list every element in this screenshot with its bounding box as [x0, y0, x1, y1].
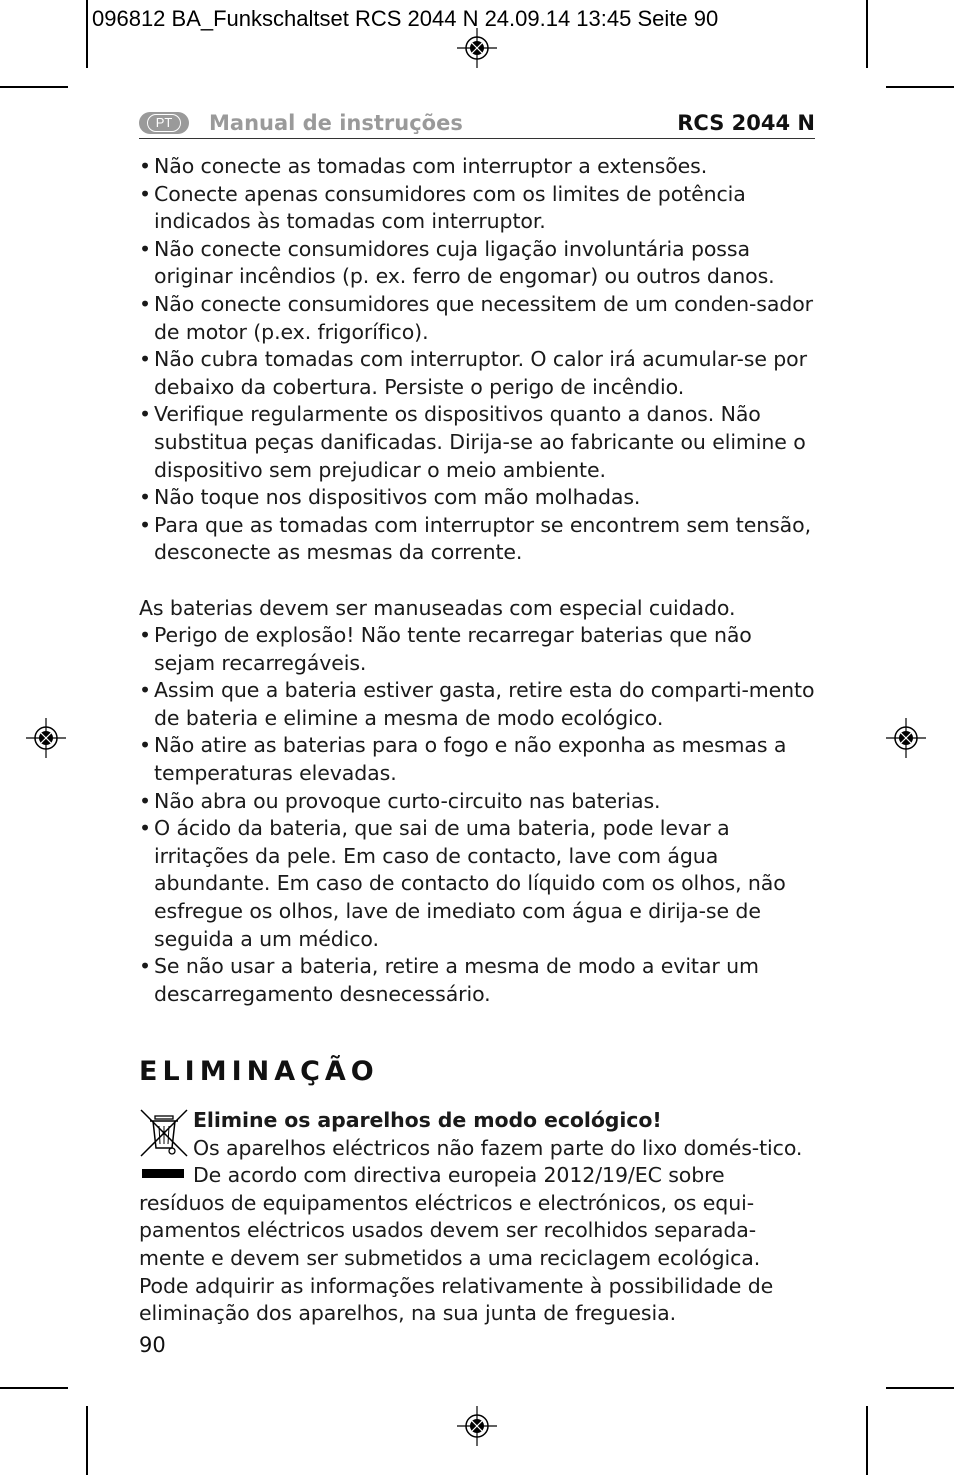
list-item: • O ácido da bateria, que sai de uma bateria, pode levar a irritações da pele. Em caso de contacto, lave com água abundante. Em caso de contacto do líquido com os olhos, não esfregue os olhos, lave de imediato com água e dirija-se de seguida a um médico. [139, 815, 815, 953]
section-title: ELIMINAÇÃO [139, 1056, 379, 1087]
crop-mark [86, 0, 88, 68]
crop-mark [886, 1387, 954, 1389]
crop-mark [866, 0, 868, 68]
language-code: PT [147, 114, 182, 132]
list-item: • Verifique regularmente os dispositivos quanto a danos. Não substitua peças danificadas. Dirija-se ao fabricante ou elimine o dispositivo sem prejudicar o meio ambiente. [139, 401, 815, 484]
list-item: • Não abra ou provoque curto-circuito nas baterias. [139, 788, 815, 816]
list-item: • Não toque nos dispositivos com mão molhadas. [139, 484, 815, 512]
crop-mark [866, 1406, 868, 1475]
list-item: • Conecte apenas consumidores com os limites de potência indicados às tomadas com interruptor. [139, 181, 815, 236]
battery-intro: As baterias devem ser manuseadas com especial cuidado. [139, 595, 736, 620]
list-item: • Não cubra tomadas com interruptor. O calor irá acumular-se por debaixo da cobertura. Persiste o perigo de incêndio. [139, 346, 815, 401]
list-item: • Perigo de explosão! Não tente recarregar baterias que não sejam recarregáveis. [139, 622, 815, 677]
crop-mark [886, 86, 954, 88]
page-number: 90 [139, 1333, 166, 1357]
list-item: • Assim que a bateria estiver gasta, retire esta do comparti-mento de bateria e elimine a mesma de modo ecológico. [139, 677, 815, 732]
print-slug: 096812 BA_Funkschaltset RCS 2044 N 24.09.14 13:45 Seite 90 [92, 6, 719, 31]
crop-mark [86, 1406, 88, 1475]
list-item: • Não atire as baterias para o fogo e não exponha as mesmas a temperaturas elevadas. [139, 732, 815, 787]
crop-mark [0, 1387, 68, 1389]
registration-mark-icon [26, 718, 66, 758]
list-item: • Não conecte as tomadas com interruptor a extensões. [139, 153, 815, 181]
crossed-out-wheelie-bin-icon [139, 1108, 189, 1186]
model-number: RCS 2044 N [677, 111, 815, 135]
disposal-text: Os aparelhos eléctricos não fazem parte do lixo domés-tico. De acordo com directiva europeia 2012/19/EC sobre resíduos de equipamentos eléctricos e electrónicos, os equi-pamentos eléctricos usados devem ser recolhidos separada-mente e devem ser submetidos a uma reciclagem ecológica. Pode adquirir as informações relativamente à possibilidade de eliminação dos aparelhos, na sua junta de freguesia. [139, 1135, 803, 1326]
list-item: • Se não usar a bateria, retire a mesma de modo a evitar um descarregamento desnecessário. [139, 953, 815, 1008]
safety-list [139, 153, 815, 567]
registration-mark-icon [886, 718, 926, 758]
disposal-section [139, 1107, 815, 1328]
language-badge [139, 112, 189, 134]
list-item: • Para que as tomadas com interruptor se encontrem sem tensão, desconecte as mesmas da corrente. [139, 512, 815, 567]
registration-mark-icon [457, 28, 497, 68]
crop-mark [0, 86, 68, 88]
battery-list [139, 622, 815, 1008]
list-item: • Não conecte consumidores cuja ligação involuntária possa originar incêndios (p. ex. ferro de engomar) ou outros danos. [139, 236, 815, 291]
manual-title: Manual de instruções [209, 111, 463, 135]
disposal-heading: Elimine os aparelhos de modo ecológico! [193, 1108, 662, 1132]
running-header [139, 110, 815, 139]
list-item: • Não conecte consumidores que necessitem de um conden-sador de motor (p.ex. frigorífico). [139, 291, 815, 346]
main-content [139, 153, 815, 1008]
registration-mark-icon [457, 1406, 497, 1446]
